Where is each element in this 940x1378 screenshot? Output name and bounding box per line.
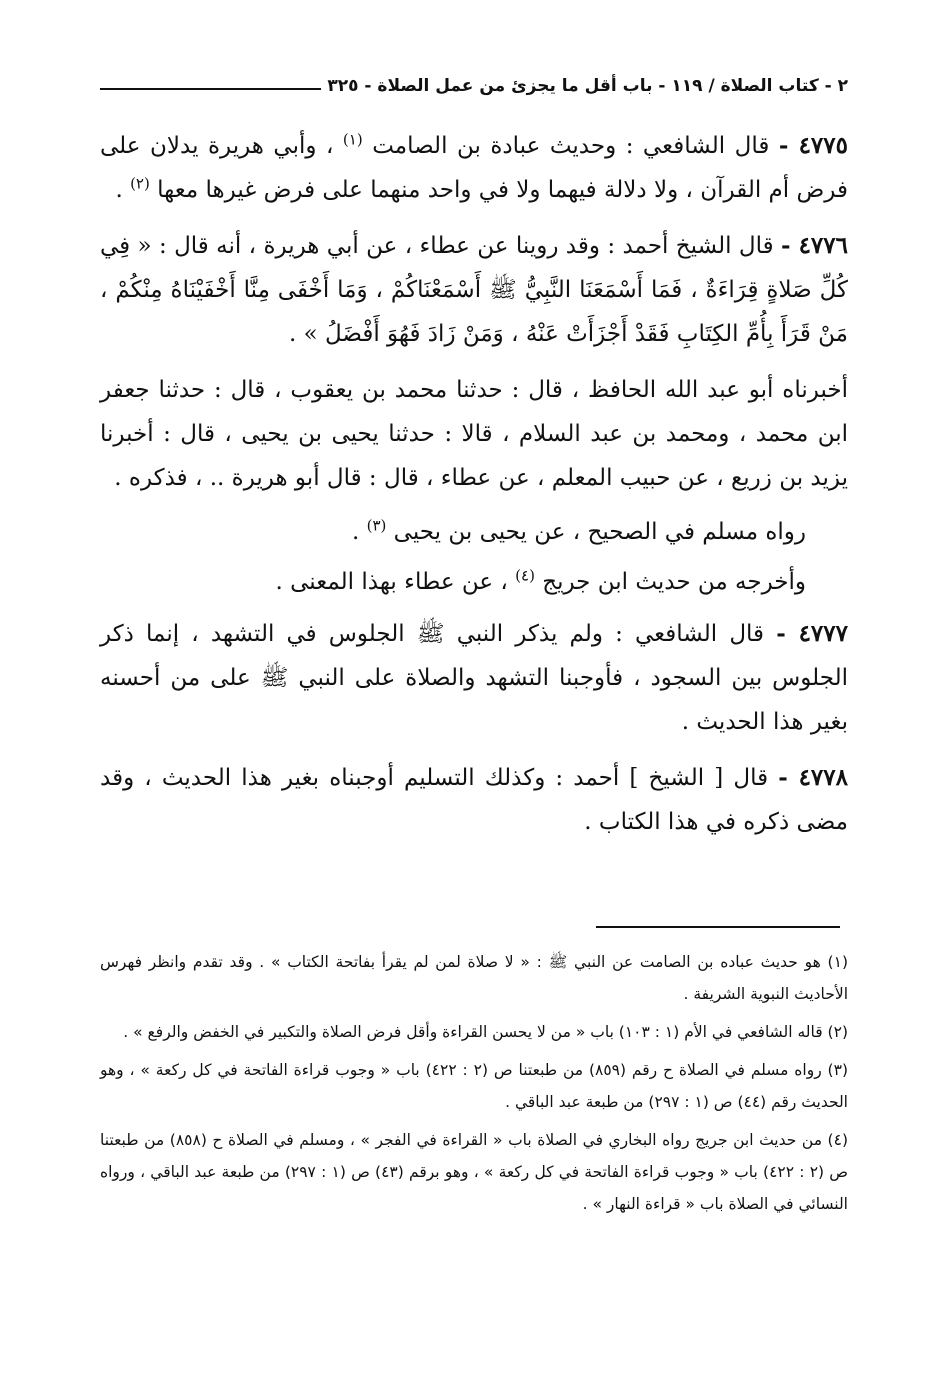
isnad-paragraph xyxy=(100,368,848,500)
narration-text: وأخرجه من حديث ابن جريج xyxy=(542,569,806,595)
hadith-text: قال الشافعي : ولم يذكر النبي ﷺ الجلوس في التشهد ، إنما ذكر الجلوس بين السجود ، فأوجبنا التشهد والصلاة على النبي ﷺ على من أحسنه بغير هذا الحديث . xyxy=(100,621,848,735)
hadith-number: ٤٧٧٦ - xyxy=(780,232,848,259)
footnote-ref: (٢) xyxy=(130,174,150,193)
header-title: ٢ - كتاب الصلاة / ١١٩ - باب أقل ما يجزئ من عمل الصلاة - ٣٢٥ xyxy=(327,76,848,96)
hadith-4778 xyxy=(100,756,848,844)
hadith-4777 xyxy=(100,612,848,744)
narration-text: ، عن عطاء بهذا المعنى . xyxy=(275,569,508,595)
footnote-3: (٣) رواه مسلم في الصلاة ح رقم (٨٥٩) من طبعتنا ص (٢ : ٤٢٢) باب « وجوب قراءة الفاتحة في كل ركعة » ، وهو الحديث رقم (٤٤) ص (١ : ٢٩٧) من طبعة عبد الباقي . xyxy=(100,1061,848,1111)
narration-text: رواه مسلم في الصحيح ، عن يحيى بن يحيى xyxy=(393,519,806,545)
hadith-text: قال الشيخ أحمد : وقد روينا عن عطاء ، عن أبي هريرة ، أنه قال : « فِي كُلِّ صَلاةٍ قِرَاءَةٌ ، فَمَا أَسْمَعَنَا النَّبِيُّ ﷺ أَسْمَعْنَاكُمْ ، وَمَا أَخْفَى مِنَّا أَخْفَيْنَاهُ مِنْكُمْ ، مَنْ قَرَأَ بِأُمِّ الكِتَابِ فَقَدْ أَجْزَأَتْ عَنْهُ ، وَمَنْ زَادَ فَهُوَ أَفْضَلُ » . xyxy=(100,233,848,347)
footnote-ref: (١) xyxy=(342,130,363,149)
footnotes xyxy=(100,946,848,1226)
footnote-ref: (٤) xyxy=(515,566,535,585)
hadith-number: ٤٧٧٥ - xyxy=(778,132,848,159)
hadith-number: ٤٧٧٧ - xyxy=(776,620,848,647)
hadith-4776 xyxy=(100,224,848,356)
narration-muslim xyxy=(100,512,848,552)
hadith-text: قال الشافعي : وحديث عبادة بن الصامت xyxy=(372,133,770,159)
hadith-text: ، وأبي هريرة يدلان على فرض أم القرآن ، ولا دلالة فيهما ولا في واحد منهما على فرض غيرها معها xyxy=(100,133,848,203)
footnote-1: (١) هو حديث عباده بن الصامت عن النبي ﷺ : « لا صلاة لمن لم يقرأ بفاتحة الكتاب » . وقد تقدم وانظر فهرس الأحاديث النبوية الشريفة . xyxy=(100,953,848,1003)
header-rule xyxy=(100,88,321,90)
narration-text: . xyxy=(351,519,360,545)
hadith-text: . xyxy=(115,177,123,203)
footnote-divider xyxy=(596,926,840,928)
hadith-number: ٤٧٧٨ - xyxy=(778,764,848,791)
footnote-ref: (٣) xyxy=(366,516,387,535)
hadith-text: قال [ الشيخ ] أحمد : وكذلك التسليم أوجبناه بغير هذا الحديث ، وقد مضى ذكره في هذا الكتاب . xyxy=(100,765,848,835)
running-header xyxy=(100,66,848,106)
footnote-4: (٤) من حديث ابن جريج رواه البخاري في الصلاة باب « القراءة في الفجر » ، ومسلم في الصلاة ح (٨٥٨) من طبعتنا ص (٢ : ٤٢٢) باب « وجوب قراءة الفاتحة في كل ركعة » ، وهو برقم (٤٣) ص (١ : ٢٩٧) من طبعة عبد الباقي ، ورواه النسائي في الصلاة باب « قراءة النهار » . xyxy=(100,1131,849,1213)
narration-ibn-jurayj xyxy=(100,562,848,602)
hadith-4775 xyxy=(100,124,848,212)
page-body xyxy=(100,66,848,856)
isnad-text: أخبرناه أبو عبد الله الحافظ ، قال : حدثنا محمد بن يعقوب ، قال : حدثنا جعفر ابن محمد ، ومحمد بن عبد السلام ، قالا : حدثنا يحيى بن يحيى ، قال : أخبرنا يزيد بن زريع ، عن حبيب المعلم ، عن عطاء ، قال : قال أبو هريرة .. ، فذكره . xyxy=(100,377,848,491)
footnote-2: (٢) قاله الشافعي في الأم (١ : ١٠٣) باب « من لا يحسن القراءة وأقل فرض الصلاة والتكبير في الخفض والرفع » . xyxy=(123,1023,848,1041)
